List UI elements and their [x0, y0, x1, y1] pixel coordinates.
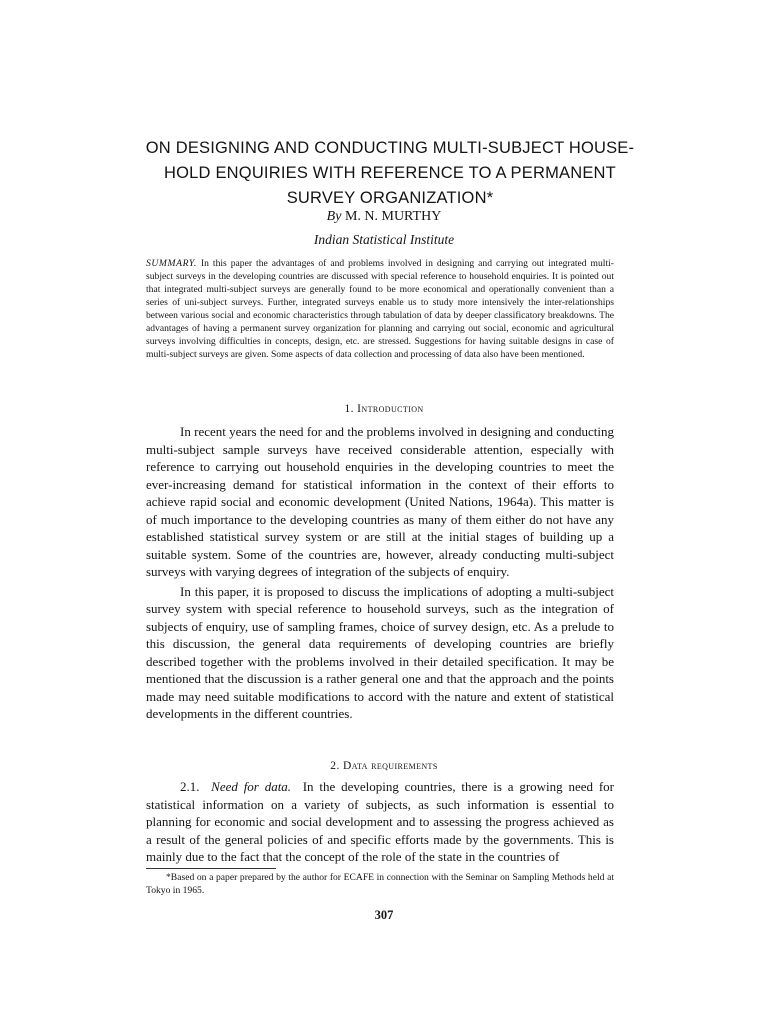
article-title	[120, 136, 660, 211]
section-heading-data-requirements	[0, 760, 768, 772]
data-requirements-body	[146, 778, 614, 868]
summary-abstract	[146, 257, 614, 361]
subsection-number: 2.1.	[180, 779, 200, 794]
page-number: 307	[374, 908, 394, 922]
subsection-title: Need for data.	[211, 779, 292, 794]
paragraph: In this paper, it is proposed to discuss the implications of adopting a multi-subject survey system with special reference to household surveys, such as the integration of subjects of enquiry, use of sampling frames, choice of survey design, etc. As a prelude to this discussion, the general data requirements of developing countries are briefly described together with the problems involved in their detailed specification. It may be mentioned that the discussion is a rather general one and that the approach and the points made may need suitable modifications to accord with the nature and extent of statistical developments in the different countries.	[146, 583, 614, 721]
title-line: ON DESIGNING AND CONDUCTING MULTI-SUBJECT HOUSE-	[145, 139, 635, 157]
section-number: 2.	[330, 760, 340, 772]
paragraph: In recent years the need for and the problems involved in designing and conducting multi-subject sample surveys have received considerable attention, especially with reference to carrying out household enquiries in the developing countries to meet the ever-increasing demand for statistical information in the context of their efforts to achieve rapid social and economic development (United Nations, 1964a). This matter is of much importance to the developing countries as many of them either do not have any established statistical survey system or are still at the initial stages of building up a suitable system. Some of the countries are, however, already conducting multi-subject surveys with varying degrees of integration of the subjects of enquiry.	[146, 424, 614, 579]
author-line	[0, 209, 768, 225]
introduction-body	[146, 423, 614, 725]
author-by: By	[326, 209, 342, 224]
footnote-divider	[146, 868, 276, 869]
title-line: SURVEY ORGANIZATION*	[286, 189, 494, 207]
section-number: 1.	[344, 403, 354, 415]
summary-label: SUMMARY.	[146, 258, 197, 269]
section-title: Data requirements	[343, 760, 438, 772]
summary-text: In this paper the advantages of and problems involved in designing and carrying out integrated multi-subject surveys in the developing countries are discussed with special reference to household enquiries. It is pointed out that integrated multi-subject surveys are generally found to be more economical and operationally convenient than a series of uni-subject surveys. Further, integrated surveys enable us to study more intensively the inter-relationships between various social and economic characteristics through tabulation of data by deeper classificatory breakdowns. The advantages of having a permanent survey organization for planning and carrying out social, economic and agricultural surveys involving difficulties in concepts, design, etc. are stressed. Suggestions for having suitable designs in case of multi-subject surveys are given. Some aspects of data collection and processing of data also have been mentioned.	[146, 258, 614, 360]
paragraph	[146, 778, 614, 866]
section-title: Introduction	[357, 403, 424, 415]
author-affiliation: Indian Statistical Institute	[313, 232, 455, 247]
footnote: *Based on a paper prepared by the author for ECAFE in connection with the Seminar on Sampling Methods held at Tokyo in 1965.	[146, 872, 614, 896]
section-heading-introduction	[0, 403, 768, 415]
author-name: M. N. MURTHY	[344, 209, 442, 224]
subsection-text: In the developing countries, there is a growing need for statistical information on a variety of subjects, as such information is essential to planning for economic and social development and to assessing the progress achieved as a result of the general policies of and specific efforts made by the governments. This is mainly due to the fact that the concept of the role of the state in the countries of	[146, 779, 614, 864]
title-line: HOLD ENQUIRIES WITH REFERENCE TO A PERMANENT	[164, 164, 616, 182]
